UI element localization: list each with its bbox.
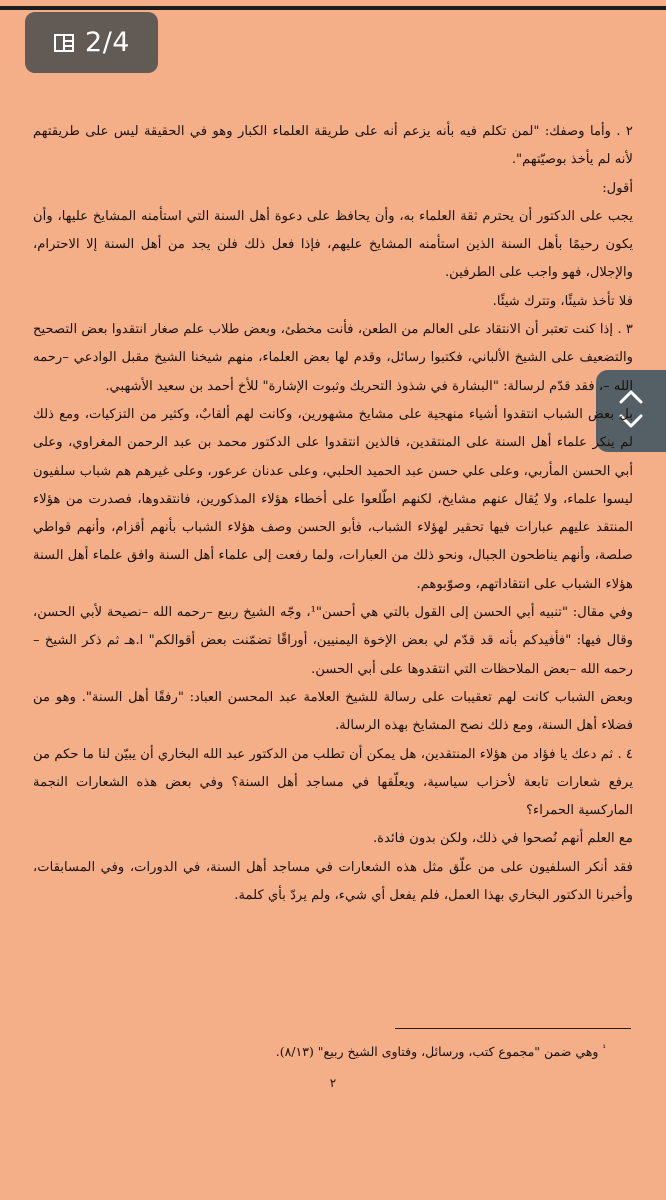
footnote-divider	[395, 1028, 631, 1029]
paragraph: بل بعض الشباب انتقدوا أشياء منهجية على مشايخ مشهورين، وكانت لهم ألقابٌ، وكثير من التزكيات، ومع ذلك لم ينكر علماء أهل السنة على المنتقدين، فالذين انتقدوا على الدكتور محمد بن عبد الرحمن المغراوي، وعلى أبي الحسن المأربي، وعلى علي حسن عبد الحميد الحلبي، وعلى عدنان عرعور، وعلى غيرهم هم شباب سلفيون ليسوا علماء، ولا يُقال عنهم مشايخ، لكنهم اطّلعوا على أخطاء هؤلاء المذكورين، فانتقدوها، فصدرت من هؤلاء المنتقد عليهم عبارات فيها تحقير لهؤلاء الشباب، فأبو الحسن وصف هؤلاء الشباب بأنهم أقزام، وأنهم قواطي صلصة، وأنهم يناطحون الجبال، ونحو ذلك من العبارات، ولما رفعت إلى علماء أهل السنة وافق علماء أهل السنة هؤلاء الشباب على انتقاداتهم، وصوّبوهم.	[33, 406, 633, 592]
top-edge-rule	[0, 0, 666, 10]
paragraph: فلا تأخذ شيئًا، وتترك شيئًا.	[492, 293, 633, 309]
page-indicator[interactable]	[25, 12, 158, 73]
paragraph: فقد أنكر السلفيون على من علّق مثل هذه الشعارات في مساجد أهل السنة، في الدورات، وفي المسابقات، وأخبرنا الدكتور البخاري بهذا العمل، فلم يفعل أي شيء، ولم يردّ بأي كلمة.	[33, 859, 633, 904]
footnote-marker: ¹	[602, 1044, 606, 1054]
document-body	[33, 118, 633, 910]
book-pages-icon	[53, 32, 75, 54]
paragraph: مع العلم أنهم نُصحوا في ذلك، ولكن بدون فائدة.	[372, 831, 633, 847]
paragraph: ٤ . ثم دعك يا فؤاد من هؤلاء المنتقدين، هل يمكن أن تطلب من الدكتور عبد الله البخاري أن يبيّن لنا ما حكم من يرفع شعارات تابعة لأحزاب سياسية، ويعلّقها في مساجد أهل السنة؟ وفي بعض هذه الشعارات النجمة الماركسية الحمراء؟	[33, 746, 633, 819]
page-number: ٢	[329, 1076, 337, 1090]
footnote	[46, 1038, 606, 1063]
footnote-text: وهي ضمن "مجموع كتب، ورسائل، وفتاوى الشيخ ربيع" (٨/١٣).	[275, 1044, 599, 1060]
paragraph: يجب على الدكتور أن يحترم ثقة العلماء به، وأن يحافظ على دعوة أهل السنة التي استأمنه المشايخ عليها، وأن يكون رحيمًا بأهل السنة الذين استأمنه المشايخ عليهم، فإذا فعل ذلك فلن يجد من أهل السنة إلا الاحترام، والإجلال، فهو واجب على الطرفين.	[33, 208, 633, 281]
paragraph: ٣ . إذا كنت تعتبر أن الانتقاد على العالم من الطعن، فأنت مخطئ، وبعض طلاب علم صغار انتقدوا بعض التصحيح والتضعيف على الشيخ الألباني، فكتبوا رسائل، وقدم لها بعض العلماء، منهم شيخنا الشيخ مقبل الوادعي –رحمه الله –، فقد قدّم لرسالة: "البشارة في شذوذ التحريك وثبوت الإشارة" للأخ أحمد بن سعيد الأشهبي.	[33, 322, 633, 394]
paragraph: ٢ . وأما وصفك: "لمن تكلم فيه بأنه يزعم أنه على طريقة العلماء الكبار وهو في الحقيقة ليس على طريقتهم لأنه لم يأخذ بوصيّتهم".	[33, 124, 633, 168]
paragraph: وبعض الشباب كانت لهم تعقيبات على رسالة للشيخ العلامة عبد المحسن العباد: "رفقًا أهل السنة". وهو من فضلاء أهل السنة، ومع ذلك نصح المشايخ بهذه الرسالة.	[33, 689, 633, 734]
paragraph: وفي مقال: "تنبيه أبي الحسن إلى القول بالتي هي أحسن"¹، وجّه الشيخ ربيع –رحمه الله –نصيحة لأبي الحسن، وقال فيها: "فأفيدكم بأنه قد قدّم لي بعض الإخوة اليمنيين، أوراقًا تضمّنت بعض أقوالكم" ا.هـ ثم ذكر الشيخ –رحمه الله –بعض الملاحظات التي انتقدوها على أبي الحسن.	[33, 605, 634, 677]
paragraph: أقول:	[602, 180, 633, 196]
page-indicator-label: 2/4	[85, 27, 130, 58]
